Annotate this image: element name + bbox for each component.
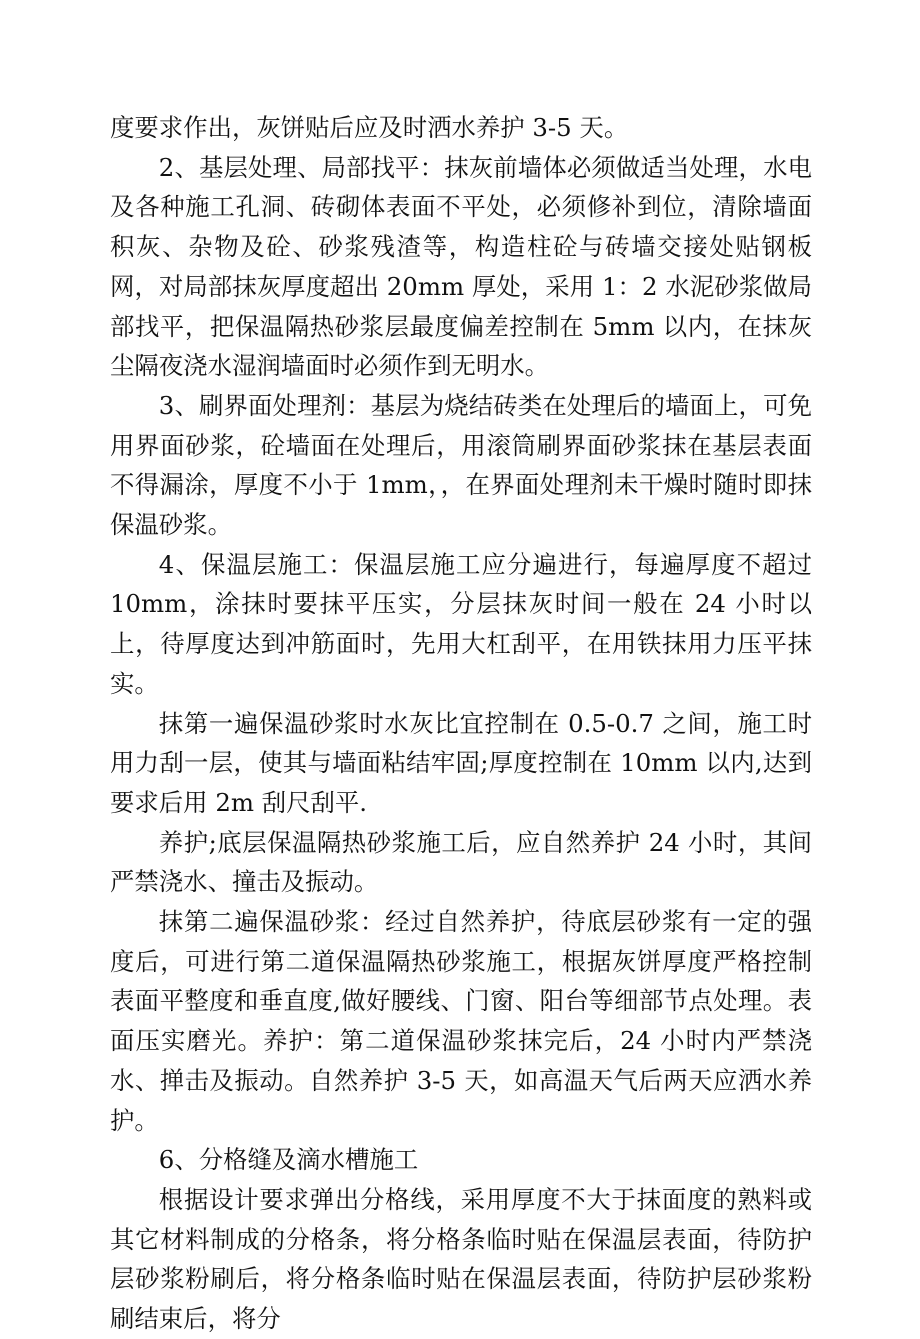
paragraph-continuation: 度要求作出，灰饼贴后应及时洒水养护 3-5 天。 xyxy=(110,113,629,142)
paragraph-curing: 养护;底层保温隔热砂浆施工后，应自然养护 24 小时，其间严禁浇水、撞击及振动。 xyxy=(110,827,812,897)
paragraph-joints-heading: 6、分格缝及滴水槽施工 xyxy=(158,1145,419,1175)
paragraph-interface-agent: 3、刷界面处理剂：基层为烧结砖类在处理后的墙面上，可免用界面砂浆，砼墙面在处理后，用滚筒刷界面砂浆抹在基层表面不得漏涂，厚度不小于 1mm，，在界面处理剂未干燥时随时即抹保温砂浆。 xyxy=(110,390,812,540)
paragraph-first-coat: 抹第一遍保温砂浆时水灰比宜控制在 0.5-0.7 之间，施工时用力刮一层，使其与墙面粘结牢固;厚度控制在 10mm 以内,达到要求后用 2m 刮尺刮平. xyxy=(110,708,812,817)
paragraph-insulation-layer: 4、保温层施工：保温层施工应分遍进行，每遍厚度不超过 10mm，涂抹时要抹平压实，分层抹灰时间一般在 24 小时以上，待厚度达到冲筋面时，先用大杠刮平，在用铁抹用力压平抹实。 xyxy=(110,549,812,698)
paragraph-base-treatment: 2、基层处理、局部找平：抹灰前墙体必须做适当处理，水电及各种施工孔洞、砖砌体表面不平处，必须修补到位，清除墙面积灰、杂物及砼、砂浆残渣等，构造柱砼与砖墙交接处贴钢板网，对局部抹灰厚度超出 20mm 厚处，采用 1：2 水泥砂浆做局部找平，把保温隔热砂浆层最度偏差控制在 5mm 以内，在抹灰尘隔夜浇水湿润墙面时必须作到无明水。 xyxy=(110,152,812,381)
document-body xyxy=(110,108,812,1339)
paragraph-joints-body: 根据设计要求弹出分格线，采用厚度不大于抹面度的熟料或其它材料制成的分格条，将分格条临时贴在保温层表面，待防护层砂浆粉刷后，将分格条临时贴在保温层表面，待防护层砂浆粉刷结束后，将分 xyxy=(110,1184,812,1334)
paragraph-second-coat: 抹第二遍保温砂浆：经过自然养护，待底层砂浆有一定的强度后，可进行第二道保温隔热砂浆施工，根据灰饼厚度严格控制表面平整度和垂直度,做好腰线、门窗、阳台等细部节点处理。表面压实磨光。养护：第二道保温砂浆抹完后，24 小时内严禁浇水、掸击及振动。自然养护 3-5 天，如高温天气后两天应洒水养护。 xyxy=(110,907,812,1135)
